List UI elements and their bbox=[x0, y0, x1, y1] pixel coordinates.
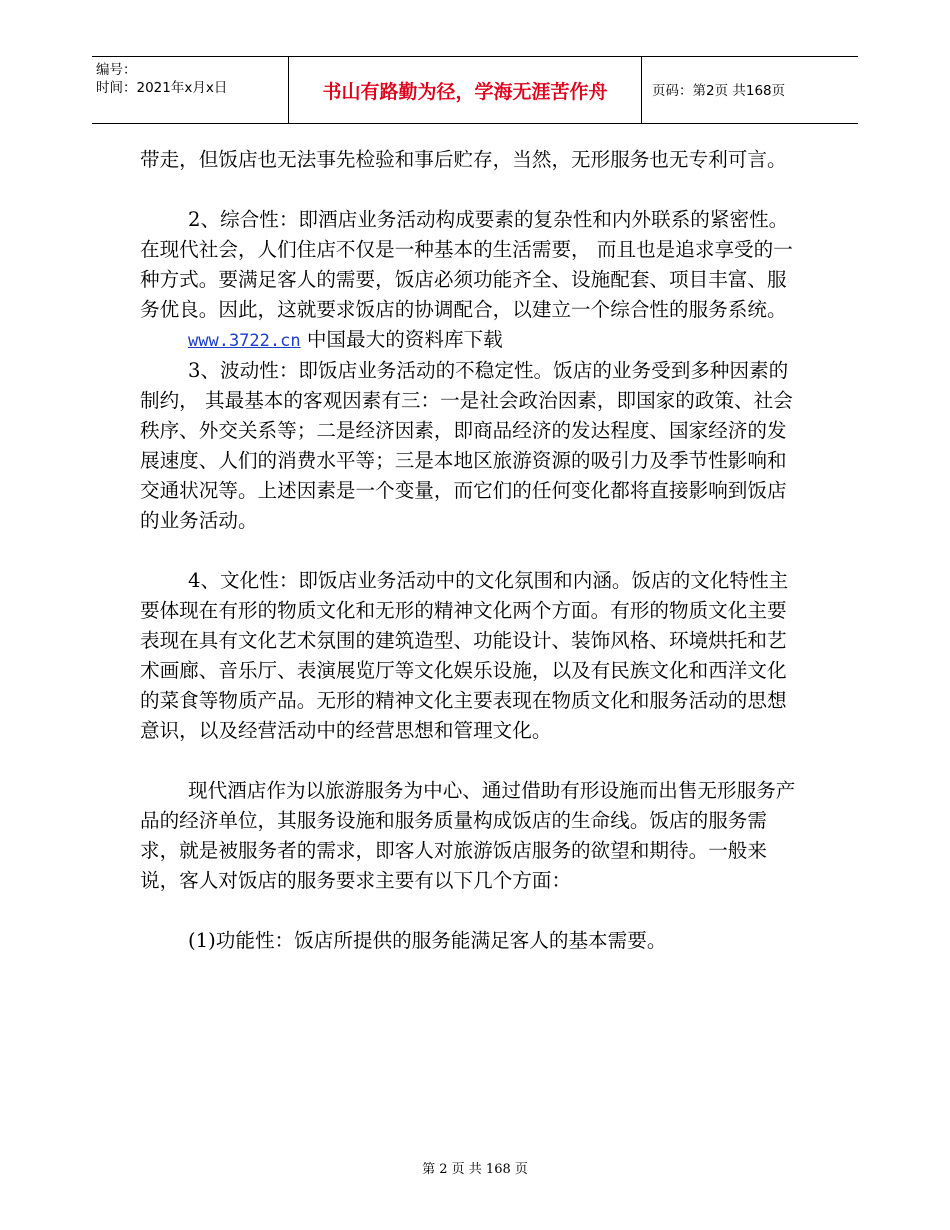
doc-time-label: 时间：2021年x月x日 bbox=[96, 80, 228, 96]
page-header bbox=[92, 56, 858, 124]
paragraph-2: 2、综合性：即酒店业务活动构成要素的复杂性和内外联系的紧密性。在现代社会，人们住店不仅是一种基本的生活需要， 而且也是追求享受的一种方式。要满足客人的需要，饭店必须功能齐全、设施配套、项目丰富、服务优良。因此，这就要求饭店的协调配合，以建立一个综合性的服务系统。 bbox=[140, 208, 793, 321]
resource-link[interactable]: www.3722.cn bbox=[188, 331, 301, 351]
paragraph-5: 现代酒店作为以旅游服务为中心、通过借助有形设施而出售无形服务产品的经济单位，其服务设施和服务质量构成饭店的生命线。饭店的服务需求，就是被服务者的需求，即客人对旅游饭店服务的欲望和期待。一般来说，客人对饭店的服务要求主要有以下几个方面： bbox=[140, 779, 796, 892]
paragraph-4: 4、文化性：即饭店业务活动中的文化氛围和内涵。饭店的文化特性主要体现在有形的物质文化和无形的精神文化两个方面。有形的物质文化主要表现在具有文化艺术氛围的建筑造型、功能设计、装饰风格、环境烘托和艺术画廊、音乐厅、表演展览厅等文化娱乐设施，以及有民族文化和西洋文化的菜食等物质产品。无形的精神文化主要表现在物质文化和服务活动的思想意识，以及经营活动中的经营思想和管理文化。 bbox=[140, 569, 789, 742]
header-meta bbox=[96, 61, 227, 97]
link-line bbox=[140, 325, 805, 356]
paragraph-1: 带走，但饭店也无法事先检验和事后贮存，当然，无形服务也无专利可言。 bbox=[140, 148, 787, 171]
doc-id-label: 编号： bbox=[96, 62, 137, 78]
page-footer: 第 2 页 共 168 页 bbox=[422, 1162, 528, 1177]
paragraph-3: 3、波动性：即饭店业务活动的不稳定性。饭店的业务受到多种因素的制约， 其最基本的客观因素有三：一是社会政治因素，即国家的政策、社会秩序、外交关系等；二是经济因素，即商品经济的发达程度、国家经济的发展速度、人们的消费水平等；三是本地区旅游资源的吸引力及季节性影响和交通状况等。上述因素是一个变量，而它们的任何变化都将直接影响到饭店的业务活动。 bbox=[140, 359, 793, 532]
paragraph-6: (1)功能性：饭店所提供的服务能满足客人的基本需要。 bbox=[188, 929, 667, 952]
header-page-label: 页码：第2页 共168页 bbox=[652, 83, 786, 99]
document-body bbox=[140, 145, 805, 956]
header-motto: 书山有路勤为径，学海无涯苦作舟 bbox=[288, 57, 642, 123]
link-caption: 中国最大的资料库下载 bbox=[300, 328, 503, 351]
